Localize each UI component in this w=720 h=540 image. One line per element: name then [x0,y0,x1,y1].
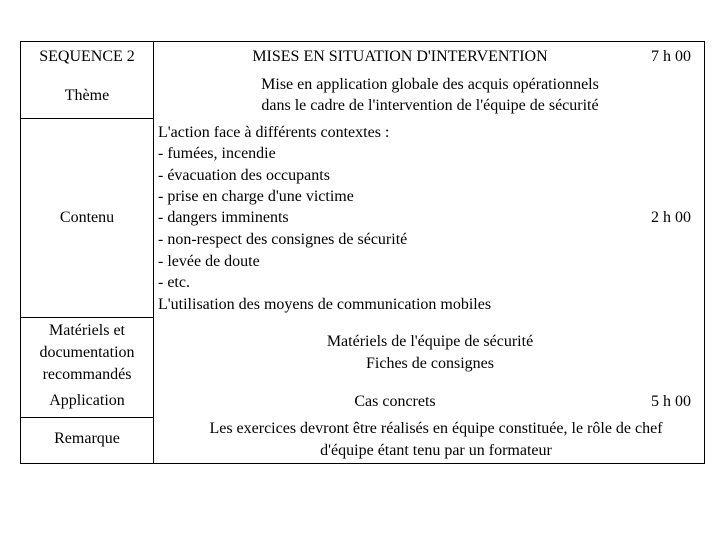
application-label: Application [49,392,125,409]
row-divider-contenu-materiels [20,317,153,318]
contenu-line: - levée de doute [158,253,260,270]
sequence-label: SEQUENCE 2 [39,48,135,65]
theme-line-1: Mise en application globale des acquis opérationnels [261,76,599,93]
materiels-line: Fiches de consignes [366,355,494,372]
sequence-duration: 7 h 00 [651,48,691,65]
contenu-line: L'utilisation des moyens de communication mobiles [158,296,492,313]
row-divider-theme-contenu [20,118,153,119]
materiels-label-line: documentation [39,344,135,361]
materiels-label-line: Matériels et [49,322,125,339]
materiels-line: Matériels de l'équipe de sécurité [326,333,534,350]
materiels-label-line: recommandés [42,366,132,383]
theme-label: Thème [64,87,110,104]
table-border-top [20,41,705,42]
contenu-line: L'action face à différents contextes : [158,124,390,141]
table-border-bottom [20,463,705,464]
contenu-duration: 2 h 00 [651,209,691,226]
contenu-label: Contenu [59,209,115,226]
contenu-line: - fumées, incendie [158,145,276,162]
application-value: Cas concrets [354,393,436,410]
contenu-line: - évacuation des occupants [158,167,330,184]
remarque-label: Remarque [54,430,120,447]
sequence-title: MISES EN SITUATION D'INTERVENTION [252,48,548,65]
row-divider-application-remarque [20,417,153,418]
remarque-line: Les exercices devront être réalisés en équipe constituée, le rôle de chef [209,420,663,437]
application-duration: 5 h 00 [651,393,691,410]
contenu-line: - non-respect des consignes de sécurité [158,231,408,248]
theme-line-2: dans le cadre de l'intervention de l'équipe de sécurité [261,97,599,114]
contenu-line: - prise en charge d'une victime [158,188,354,205]
contenu-line: - etc. [158,274,190,291]
remarque-line: d'équipe étant tenu par un formateur [320,442,552,459]
contenu-line: - dangers imminents [158,209,289,226]
